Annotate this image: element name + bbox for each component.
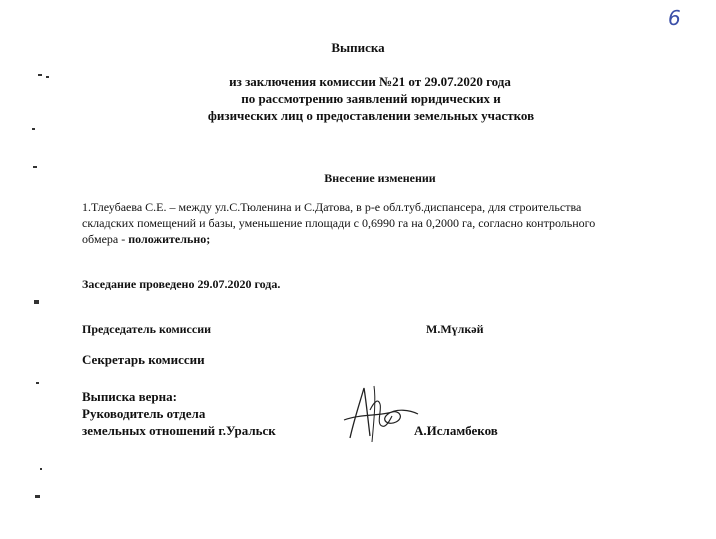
handwritten-signature <box>330 380 422 446</box>
document-subtitle-line-3: физических лиц о предоставлении земельных участков <box>207 108 535 123</box>
scan-mark <box>38 74 42 76</box>
document-subtitle-line-1: из заключения комиссии №21 от 29.07.2020 года <box>229 74 511 89</box>
document-title: Выписка <box>331 40 385 55</box>
chair-label: Председатель комиссии <box>82 322 212 336</box>
verified-label: Выписка верна: <box>82 389 177 404</box>
scan-mark <box>33 166 37 168</box>
scan-mark <box>32 128 35 130</box>
scan-mark <box>40 468 42 470</box>
head-name: А.Исламбеков <box>414 423 498 438</box>
item-1-line-3 <box>82 231 672 247</box>
item-1-result: положительно; <box>128 232 211 246</box>
scan-mark <box>46 76 49 78</box>
scan-mark <box>34 300 39 304</box>
secretary-label: Секретарь комиссии <box>82 352 205 367</box>
scan-mark <box>36 382 39 384</box>
chair-name: М.Мүлкәй <box>426 322 484 336</box>
document-subtitle-line-2: по рассмотрению заявлений юридических и <box>241 91 501 106</box>
page-number: 6 <box>668 6 681 30</box>
meeting-date: Заседание проведено 29.07.2020 года. <box>82 277 281 291</box>
head-label-line-1: Руководитель отдела <box>82 406 206 421</box>
item-1-line-1: 1.Тлеубаева С.Е. – между ул.С.Тюленина и С.Датова, в р-е обл.туб.диспансера, для строительства <box>82 200 582 214</box>
section-title: Внесение изменении <box>324 171 436 185</box>
item-1-line-3-prefix: обмера - <box>82 232 129 246</box>
head-label-line-2: земельных отношений г.Уральск <box>82 423 276 438</box>
scan-mark <box>35 495 40 498</box>
item-1-line-2: складских помещений и базы, уменьшение площади с 0,6990 га на 0,2000 га, согласно контрольного <box>82 216 596 230</box>
item-1-text <box>82 199 672 247</box>
